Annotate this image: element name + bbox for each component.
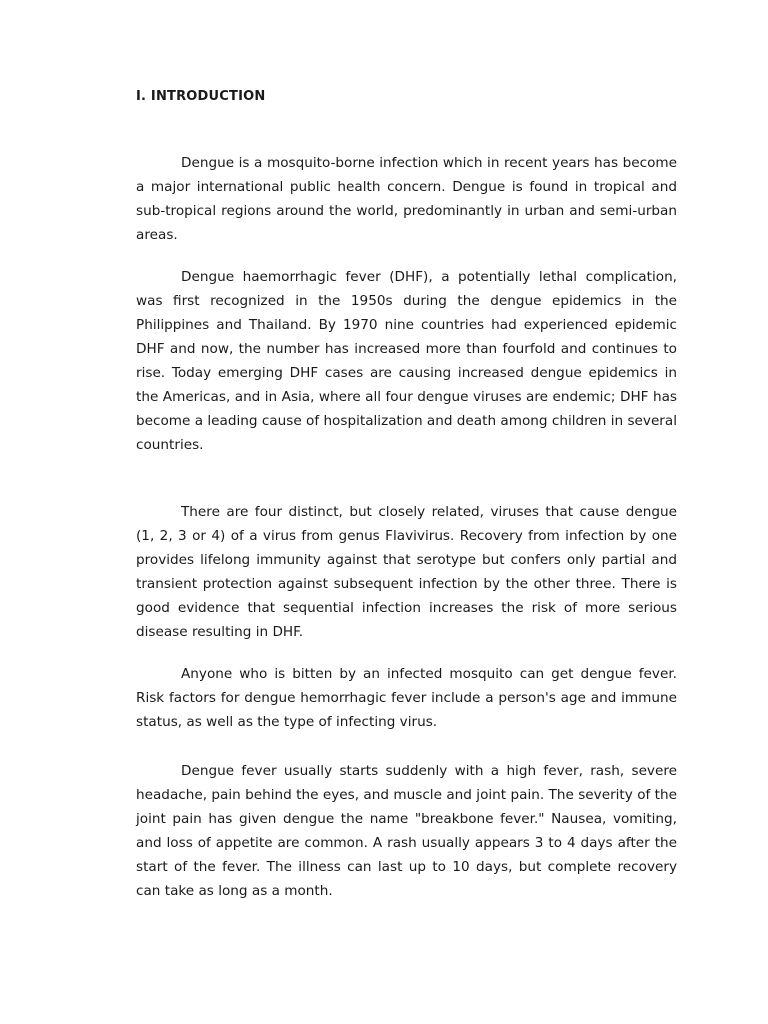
section-heading: I. INTRODUCTION	[136, 89, 266, 104]
paragraph-5: Dengue fever usually starts suddenly with a high fever, rash, severe headache, pain behind the eyes, and muscle and joint pain. The severity of the joint pain has given dengue the name "breakbone fever." Nausea, vomiting, and loss of appetite are common. A rash usually appears 3 to 4 days after the start of the fever. The illness can last up to 10 days, but complete recovery can take as long as a month.	[136, 763, 677, 899]
paragraph-4: Anyone who is bitten by an infected mosquito can get dengue fever. Risk factors for dengue hemorrhagic fever include a person's age and immune status, as well as the type of infecting virus.	[136, 666, 677, 730]
paragraph-1: Dengue is a mosquito-borne infection which in recent years has become a major international public health concern. Dengue is found in tropical and sub-tropical regions around the world, predominantly in urban and semi-urban areas.	[136, 155, 677, 243]
paragraph-3: There are four distinct, but closely related, viruses that cause dengue (1, 2, 3 or 4) of a virus from genus Flavivirus. Recovery from infection by one provides lifelong immunity against that serotype but confers only partial and transient protection against subsequent infection by the other three. There is good evidence that sequential infection increases the risk of more serious disease resulting in DHF.	[136, 504, 677, 640]
paragraph-2: Dengue haemorrhagic fever (DHF), a potentially lethal complication, was first recognized in the 1950s during the dengue epidemics in the Philippines and Thailand. By 1970 nine countries had experienced epidemic DHF and now, the number has increased more than fourfold and continues to rise. Today emerging DHF cases are causing increased dengue epidemics in the Americas, and in Asia, where all four dengue viruses are endemic; DHF has become a leading cause of hospitalization and death among children in several countries.	[136, 269, 677, 453]
